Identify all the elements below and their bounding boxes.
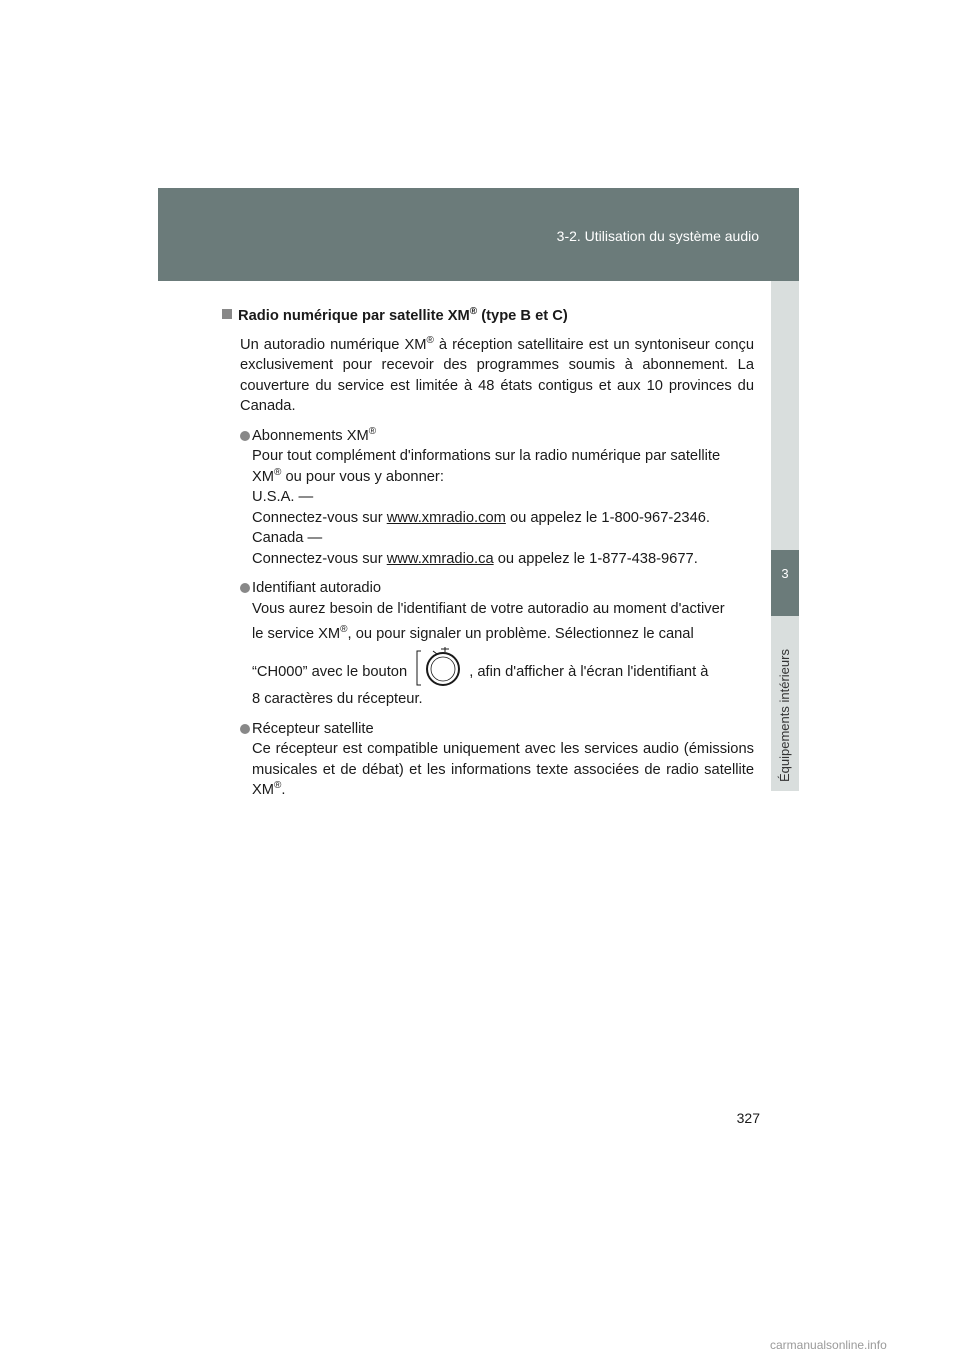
usa-prefix: Connectez-vous sur	[252, 509, 387, 526]
canada-label: Canada —	[252, 530, 323, 546]
list-item-receiver	[240, 719, 754, 801]
radio-id-line3-cont: , afin d'afficher à l'écran l'identifiant à	[469, 663, 709, 680]
registered-mark: ®	[274, 466, 282, 478]
radio-id-line2-cont: , ou pour signaler un problème. Sélectionnez le canal	[347, 626, 694, 642]
watermark: carmanualsonline.info	[770, 1338, 887, 1352]
chapter-label: Équipements intérieurs	[777, 649, 792, 782]
receiver-text: Ce récepteur est compatible uniquement avec les services audio (émissions musicales et de débat) et les informations texte associées de radio satellite XM	[252, 741, 754, 798]
list-item-radio-id	[240, 578, 754, 710]
usa-link[interactable]: www.xmradio.com	[386, 509, 506, 526]
registered-mark: ®	[469, 306, 478, 317]
radio-id-line1: Vous aurez besoin de l'identifiant de votre autoradio au moment d'activer	[252, 600, 725, 617]
registered-mark: ®	[340, 624, 348, 635]
heading-text: Radio numérique par satellite XM	[238, 308, 470, 324]
radio-id-line3: “CH000” avec le bouton	[252, 663, 412, 680]
subscriptions-line2: XM	[252, 468, 275, 485]
registered-mark: ®	[426, 334, 434, 346]
round-bullet-icon	[240, 724, 250, 734]
intro-paragraph	[240, 335, 754, 417]
subscriptions-line2-cont: ou pour vous y abonner:	[281, 468, 444, 485]
radio-id-title: Identifiant autoradio	[252, 580, 382, 596]
canada-link[interactable]: www.xmradio.ca	[386, 550, 494, 567]
subscriptions-line1: Pour tout complément d'informations sur la radio numérique par satellite	[252, 448, 721, 464]
intro-text-cont: à réception satellitaire est un syntoniseur conçu exclusivement pour recevoir des programmes soumis à abonnement. La couverture du service est limitée à 48 états contigus et aux 10 provinces du Canada.	[240, 336, 754, 414]
canada-prefix: Connectez-vous sur	[252, 550, 387, 567]
intro-text: Un autoradio numérique XM	[240, 336, 427, 353]
receiver-text-end: .	[281, 782, 286, 798]
radio-id-line2: le service XM	[252, 626, 341, 642]
list-item-subscriptions	[240, 426, 754, 570]
section-title: 3-2. Utilisation du système audio	[556, 228, 759, 244]
radio-id-line4: 8 caractères du récepteur.	[252, 691, 423, 707]
receiver-title: Récepteur satellite	[252, 720, 374, 737]
section-heading	[222, 306, 754, 327]
main-content	[222, 306, 754, 810]
registered-mark: ®	[274, 780, 282, 791]
heading-suffix: (type B et C)	[477, 308, 568, 324]
tune-knob-icon	[415, 645, 465, 689]
usa-label: U.S.A. —	[252, 489, 314, 505]
usa-suffix: ou appelez le 1-800-967-2346.	[505, 509, 711, 526]
page-number: 327	[736, 1110, 760, 1126]
canada-suffix: ou appelez le 1-877-438-9677.	[493, 550, 698, 567]
subscriptions-title: Abonnements XM	[252, 427, 369, 444]
registered-mark: ®	[368, 425, 377, 437]
square-bullet-icon	[222, 309, 232, 319]
header-band	[158, 188, 799, 281]
chapter-number: 3	[781, 566, 789, 581]
chapter-tab	[771, 550, 799, 616]
round-bullet-icon	[240, 431, 250, 441]
round-bullet-icon	[240, 583, 250, 593]
